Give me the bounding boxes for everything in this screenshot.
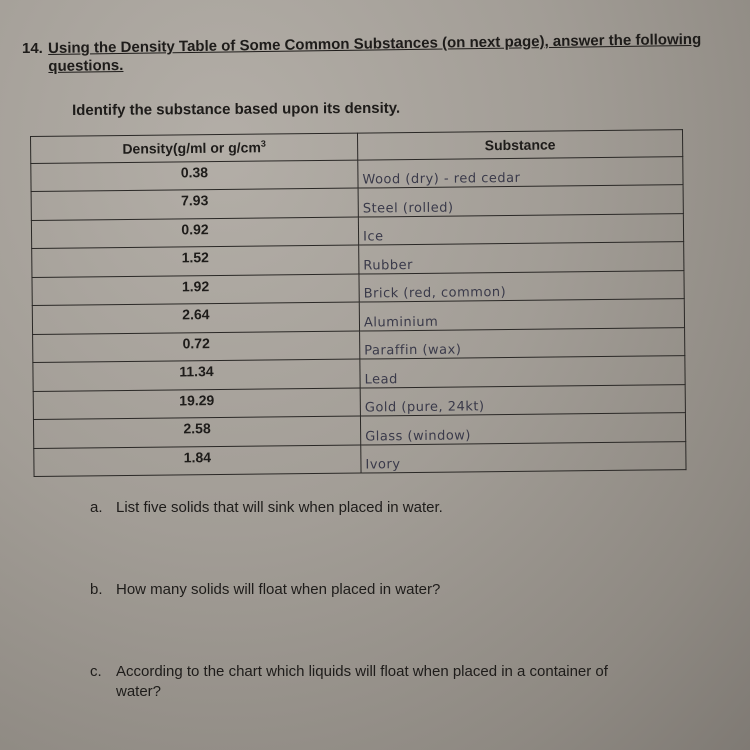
density-cell: 19.29: [33, 388, 360, 420]
substance-answer[interactable]: Paraffin (wax): [360, 327, 685, 359]
question-c-letter: c.: [90, 663, 102, 680]
question-heading: Using the Density Table of Some Common Substances (on next page), answer the following questions.: [48, 30, 702, 75]
density-table: [30, 129, 687, 477]
question-a: [90, 498, 443, 518]
substance-answer[interactable]: Gold (pure, 24kt): [360, 384, 685, 416]
question-b-text: How many solids will float when placed in water?: [116, 581, 441, 598]
substance-answer[interactable]: Glass (window): [360, 413, 685, 445]
density-cell: 2.58: [33, 416, 360, 448]
question-c-text-line2: water?: [116, 683, 162, 700]
substance-answer[interactable]: Lead: [360, 356, 685, 388]
density-cell: 0.72: [33, 331, 360, 363]
density-table-wrapper: [30, 129, 684, 477]
density-cell: 7.93: [31, 188, 358, 220]
density-cell: 1.52: [32, 245, 359, 277]
density-cell: 1.84: [34, 445, 361, 477]
substance-column-header: Substance: [357, 130, 682, 160]
density-cell: 2.64: [32, 302, 359, 334]
question-a-letter: a.: [90, 499, 103, 516]
density-header-label: Density(g/ml or g/cm: [122, 139, 261, 158]
substance-answer[interactable]: Brick (red, common): [359, 270, 684, 302]
substance-answer[interactable]: Steel (rolled): [358, 185, 683, 217]
substance-answer[interactable]: Ivory: [361, 441, 686, 473]
substance-answer[interactable]: Aluminium: [359, 299, 684, 331]
table-row: [34, 441, 686, 476]
density-cell: 0.92: [31, 217, 358, 249]
density-cell: 0.38: [31, 160, 358, 192]
question-b: [90, 580, 440, 600]
density-header-superscript: 3: [260, 138, 266, 150]
density-cell: 11.34: [33, 359, 360, 391]
question-b-letter: b.: [90, 581, 103, 598]
question-a-text: List five solids that will sink when placed in water.: [116, 499, 443, 516]
density-cell: 1.92: [32, 274, 359, 306]
substance-answer[interactable]: Rubber: [359, 242, 684, 274]
question-number: 14.: [22, 40, 43, 57]
substance-answer[interactable]: Ice: [358, 213, 683, 245]
density-column-header: [31, 133, 358, 163]
question-c: [90, 662, 730, 702]
question-c-text-line1: According to the chart which liquids will float when placed in a container of: [116, 663, 608, 680]
substance-answer[interactable]: Wood (dry) - red cedar: [358, 156, 683, 188]
instruction-text: Identify the substance based upon its density.: [72, 99, 401, 119]
